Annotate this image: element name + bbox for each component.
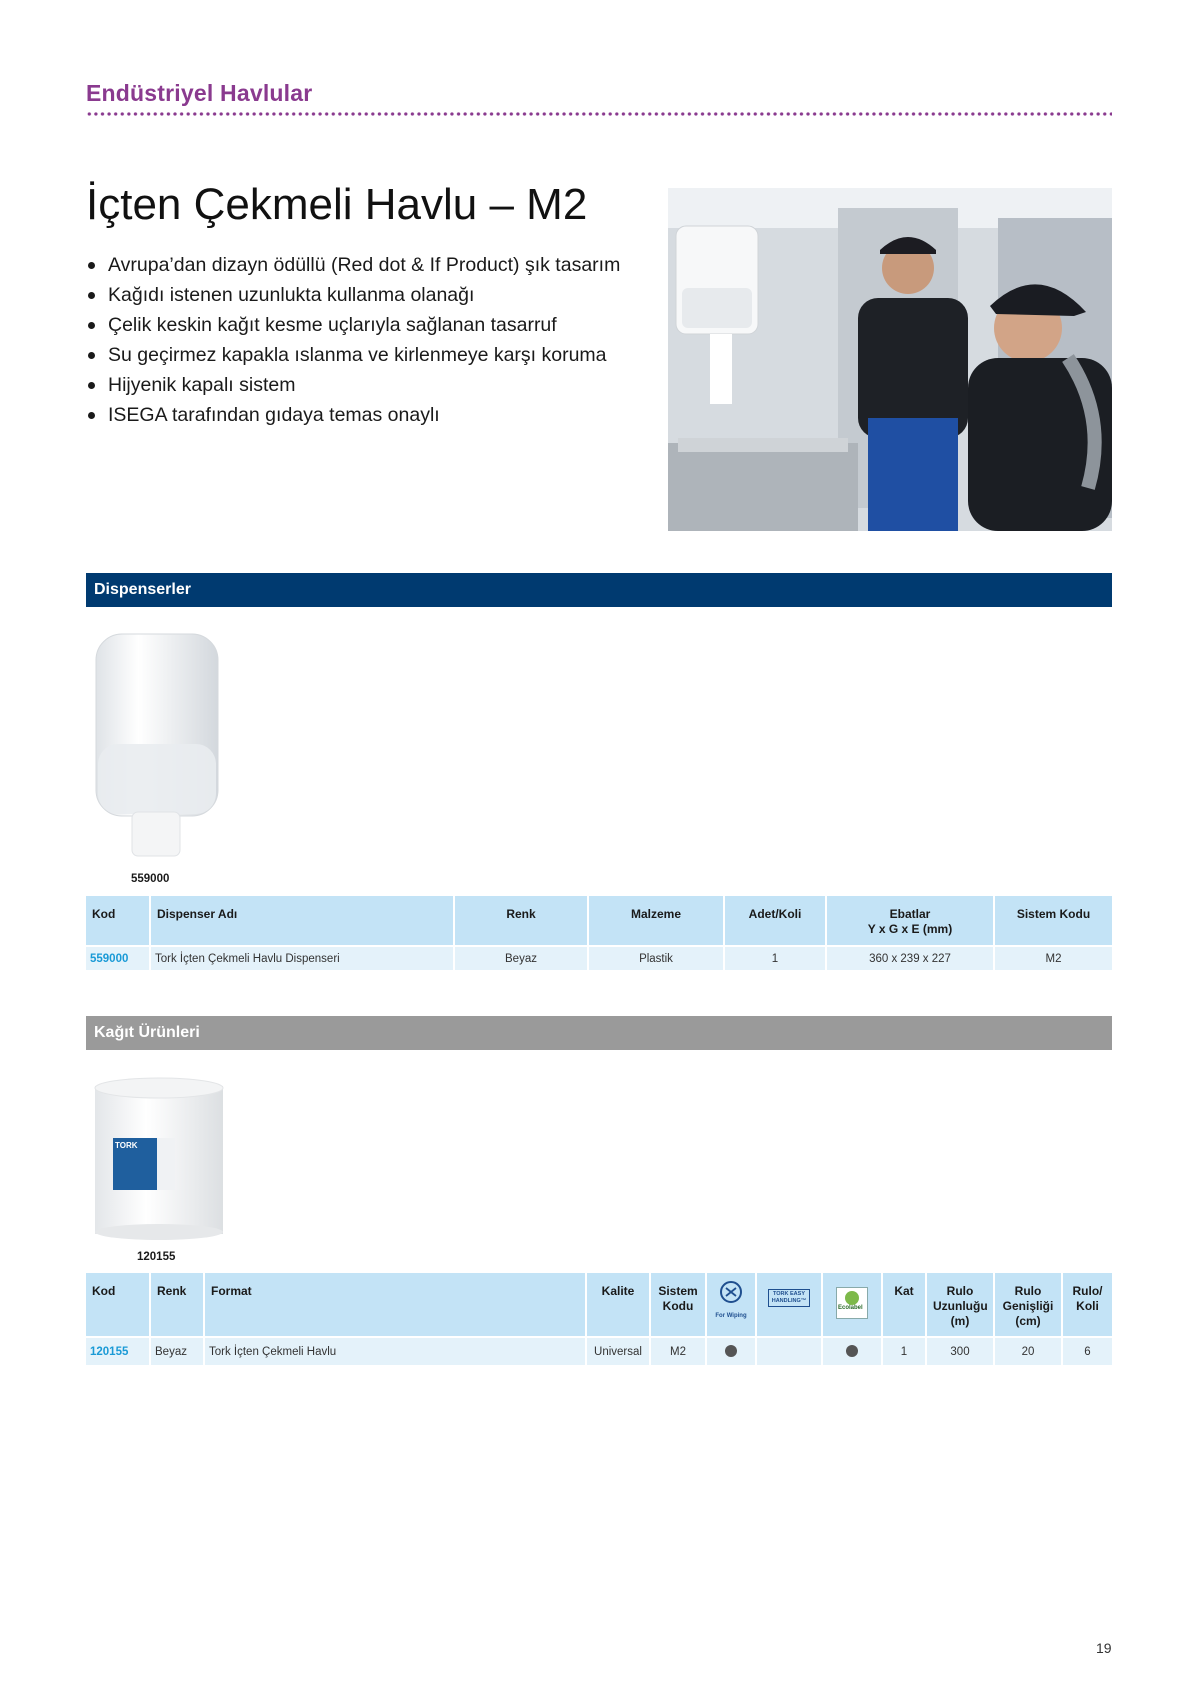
- hero-photo: [668, 188, 1112, 531]
- dispenser-table: [86, 896, 1112, 970]
- cell-kat: 1: [882, 1337, 926, 1365]
- col-dispenser-adi: Dispenser Adı: [150, 896, 454, 946]
- col-kod: Kod: [86, 1273, 150, 1337]
- col-sistem-kodu: Sistem Kodu: [994, 896, 1112, 946]
- roll-brand-text: TORK: [115, 1141, 138, 1150]
- cell-genislik: 20: [994, 1337, 1062, 1365]
- col-format: Format: [204, 1273, 586, 1337]
- dispenser-code-label: 559000: [131, 873, 170, 885]
- col-rulo-uzunlugu: [926, 1273, 994, 1337]
- for-wiping-text: For Wiping: [715, 1313, 747, 1319]
- product-code-link[interactable]: 120155: [86, 1337, 150, 1365]
- col-ebatlar-title: Ebatlar: [889, 907, 931, 921]
- col-rulo-genisligi: [994, 1273, 1062, 1337]
- easy-handling-line2: HANDLING™: [771, 1298, 807, 1304]
- col-rulo-koli: [1062, 1273, 1112, 1337]
- col-gen-line2: Genişliği: [1002, 1299, 1054, 1313]
- col-renk: Renk: [454, 896, 588, 946]
- for-wiping-icon: [716, 1281, 746, 1305]
- easy-handling-line1: TORK EASY: [773, 1291, 805, 1297]
- cell-format: Tork İçten Çekmeli Havlu: [204, 1337, 586, 1365]
- paper-code-label: 120155: [137, 1251, 176, 1263]
- col-ebatlar: [826, 896, 994, 946]
- col-easy-handling: [756, 1273, 822, 1337]
- paper-table: [86, 1273, 1112, 1365]
- paper-products-heading: Kağıt Ürünleri: [86, 1016, 1112, 1050]
- col-ecolabel: [822, 1273, 882, 1337]
- cell-sistem: M2: [650, 1337, 706, 1365]
- check-dot-icon: [846, 1345, 858, 1357]
- cell-ecolabel: [822, 1337, 882, 1365]
- dotted-divider: [86, 112, 1112, 116]
- col-adet-koli: Adet/Koli: [724, 896, 826, 946]
- col-renk: Renk: [150, 1273, 204, 1337]
- cell-renk: Beyaz: [454, 946, 588, 970]
- ecolabel-text: Ecolabel: [838, 1305, 863, 1311]
- col-wiping: [706, 1273, 756, 1337]
- cell-ad: Tork İçten Çekmeli Havlu Dispenseri: [150, 946, 454, 970]
- col-sistem-kodu: [650, 1273, 706, 1337]
- check-dot-icon: [725, 1345, 737, 1357]
- col-ebatlar-unit: Y x G x E (mm): [867, 922, 953, 936]
- feature-item: Çelik keskin kağıt kesme uçlarıyla sağlanan tasarruf: [86, 312, 620, 342]
- feature-item: Hijyenik kapalı sistem: [86, 372, 620, 402]
- col-uzun-line1: Rulo: [946, 1284, 974, 1298]
- page-number: 19: [1096, 1640, 1112, 1656]
- col-gen-line3: (cm): [1015, 1314, 1041, 1328]
- product-code-link[interactable]: 559000: [86, 946, 150, 970]
- col-sistem-line1: Sistem: [658, 1284, 698, 1298]
- feature-item: Avrupa’dan dizayn ödüllü (Red dot & If Product) şık tasarım: [86, 252, 620, 282]
- col-uzun-line2: Uzunluğu: [933, 1299, 988, 1313]
- table-row: [86, 946, 1112, 970]
- easy-handling-icon: [768, 1289, 811, 1307]
- feature-list: [86, 252, 620, 432]
- cell-ebat: 360 x 239 x 227: [826, 946, 994, 970]
- col-kat: Kat: [882, 1273, 926, 1337]
- col-gen-line1: Rulo: [1014, 1284, 1042, 1298]
- page-title: İçten Çekmeli Havlu – M2: [86, 180, 588, 229]
- col-malzeme: Malzeme: [588, 896, 724, 946]
- cell-uzunluk: 300: [926, 1337, 994, 1365]
- feature-item: ISEGA tarafından gıdaya temas onaylı: [86, 402, 620, 432]
- kitchen-staff-illustration: [668, 188, 1112, 531]
- cell-kalite: Universal: [586, 1337, 650, 1365]
- col-kod: Kod: [86, 896, 150, 946]
- col-koli-line2: Koli: [1076, 1299, 1099, 1313]
- dispenser-image: [92, 632, 222, 862]
- cell-sistem: M2: [994, 946, 1112, 970]
- dispensers-heading: Dispenserler: [86, 573, 1112, 607]
- feature-item: Kağıdı istenen uzunlukta kullanma olanağı: [86, 282, 620, 312]
- cell-renk: Beyaz: [150, 1337, 204, 1365]
- col-sistem-line2: Kodu: [662, 1299, 694, 1313]
- cell-adet: 1: [724, 946, 826, 970]
- section-title: Endüstriyel Havlular: [86, 80, 313, 106]
- col-kalite: Kalite: [586, 1273, 650, 1337]
- col-uzun-line3: (m): [950, 1314, 970, 1328]
- col-koli-line1: Rulo/: [1072, 1284, 1103, 1298]
- cell-easy-handling: [756, 1337, 822, 1365]
- ecolabel-icon: [836, 1287, 868, 1319]
- paper-roll-image: [93, 1076, 225, 1240]
- table-row: [86, 1337, 1112, 1365]
- feature-item: Su geçirmez kapakla ıslanma ve kirlenmeye karşı koruma: [86, 342, 620, 372]
- cell-wiping: [706, 1337, 756, 1365]
- cell-malzeme: Plastik: [588, 946, 724, 970]
- cell-koli: 6: [1062, 1337, 1112, 1365]
